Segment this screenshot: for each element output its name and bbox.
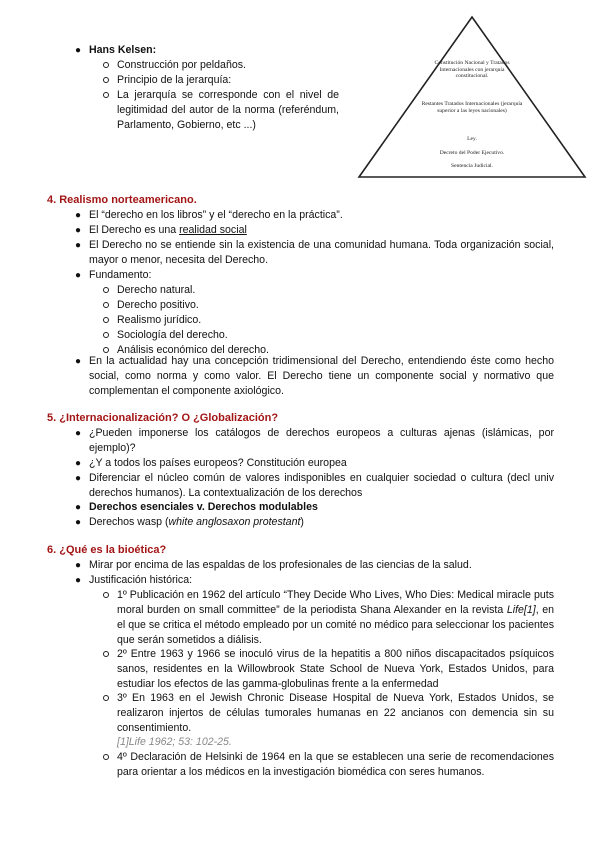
fundamento-item: Sociología del derecho.: [117, 329, 228, 341]
footnote: [1]Life 1962; 53: 102-25.: [117, 736, 232, 748]
circle-bullet: [103, 287, 109, 293]
pyramid-level-5: Sentencia Judicial.: [451, 163, 493, 169]
bullet: ●: [75, 210, 82, 221]
bullet: ●: [75, 45, 82, 56]
section-5-bullet: ¿Pueden imponerse los catálogos de derechos europeos a culturas ajenas (islámicas, por ejemplo)?: [89, 427, 554, 454]
bullet: ●: [75, 502, 82, 513]
circle-bullet: [103, 651, 109, 657]
section-4-bullet: [89, 223, 554, 238]
circle-bullet: [103, 92, 109, 98]
circle-bullet: [103, 302, 109, 308]
historia-item: [117, 588, 554, 648]
section-5-bullet: ¿Y a todos los países europeos? Constitución europea: [89, 457, 347, 469]
fundamento-item: Análisis económico del derecho.: [117, 344, 269, 356]
pyramid-level-4: Decreto del Poder Ejecutivo.: [439, 150, 505, 156]
bullet: ●: [75, 458, 82, 469]
fundamento-item: Realismo jurídico.: [117, 314, 202, 326]
bullet: ●: [75, 575, 82, 586]
section-4-bullet: Fundamento:: [89, 269, 152, 281]
circle-bullet: [103, 347, 109, 353]
circle-bullet: [103, 317, 109, 323]
text: , en el que se critica el método empleado por un comité no médico para seleccionar los pacientes que serán sometidos a diálisis.: [117, 604, 555, 646]
fundamento-item: Derecho positivo.: [117, 299, 199, 311]
section-6-title: 6. ¿Qué es la bioética?: [47, 544, 167, 556]
section-6-bullet: Justificación histórica:: [89, 574, 193, 586]
pyramid-level-1: Constitución Nacional y Tratados Internacionales con jerarquía constitucional.: [434, 60, 510, 80]
section-5-bullet: Derechos esenciales v. Derechos modulables: [89, 501, 318, 513]
kelsen-item: La jerarquía se corresponde con el nivel de legitimidad del autor de la norma (referéndum, Parlamento, Gobierno, etc ...): [117, 89, 339, 131]
bullet: ●: [75, 560, 82, 571]
circle-bullet: [103, 695, 109, 701]
pyramid-level-3: Ley.: [467, 136, 477, 142]
kelsen-item: Construcción por peldaños.: [117, 59, 246, 71]
bullet: ●: [75, 356, 82, 367]
circle-bullet: [103, 754, 109, 760]
section-5-bullet: Diferenciar el núcleo común de valores indisponibles en cualquier sociedad o cultura (decl univ derechos humanos). La contextualización de los derechos: [89, 472, 554, 499]
text: ): [300, 516, 304, 528]
section-6-bullet: Mirar por encima de las espaldas de los profesionales de las ciencias de la salud.: [89, 559, 472, 571]
section-4-title: 4. Realismo norteamericano.: [47, 194, 197, 206]
fundamento-item: Derecho natural.: [117, 284, 196, 296]
bullet: ●: [75, 225, 82, 236]
bullet: ●: [75, 517, 82, 528]
section-4-bullet: El Derecho no se entiende sin la existencia de una comunidad humana. Toda organización social, mayor o menor, necesita del Derecho.: [89, 239, 554, 266]
section-5-bullet: [89, 515, 554, 530]
historia-item: 3º En 1963 en el Jewish Chronic Disease Hospital de Nueva York, Estados Unidos, se realizaron injertos de células tumorales humanas en 22 ancianos con demencia sin su consentimiento.: [117, 692, 554, 734]
historia-item: 2º Entre 1963 y 1966 se inoculó virus de la hepatitis a 800 niños discapacitados psíquicos sanos, residentes en la Willowbrook State School de Nueva York, Estados Unidos, para estudiar los efectos de las gamma-globulinas frente a la enfermedad: [117, 648, 554, 690]
life-footnote-ref[interactable]: Life[1]: [506, 604, 536, 616]
circle-bullet: [103, 332, 109, 338]
text: 1º Publicación en 1962 del artículo “They Decide Who Lives, Who Dies: Medical miracle puts moral burden on small committee” de la periodista Shana Alexander en la revista: [117, 589, 554, 616]
circle-bullet: [103, 592, 109, 598]
text-italic: white anglosaxon protestant: [168, 516, 301, 528]
bullet: ●: [75, 240, 82, 251]
circle-bullet: [103, 62, 109, 68]
pyramid-level-2: Restantes Tratados Internacionales (jerarquía superior a las leyes nacionales): [421, 101, 523, 114]
circle-bullet: [103, 77, 109, 83]
section-4-bullet: En la actualidad hay una concepción tridimensional del Derecho, entendiendo éste como hecho social, como norma y como valor. El Derecho tiene un componente social y normativo que complementan el componente axiológico.: [89, 355, 554, 397]
bullet: ●: [75, 270, 82, 281]
section-5-title: 5. ¿Internacionalización? O ¿Globalización?: [47, 412, 279, 424]
text: El Derecho es una: [89, 224, 180, 236]
kelsen-item: Principio de la jerarquía:: [117, 74, 232, 86]
section-4-bullet: El “derecho en los libros” y el “derecho en la práctica”.: [89, 209, 343, 221]
bullet: ●: [75, 473, 82, 484]
historia-item: 4º Declaración de Helsinki de 1964 en la que se establecen una serie de recomendaciones para orientar a los médicos en la investigación biomédica con seres humanos.: [117, 751, 554, 778]
text: Derechos wasp (: [89, 516, 169, 528]
kelsen-heading: Hans Kelsen:: [89, 44, 157, 56]
bullet: ●: [75, 428, 82, 439]
realidad-social-link[interactable]: realidad social: [179, 224, 247, 236]
